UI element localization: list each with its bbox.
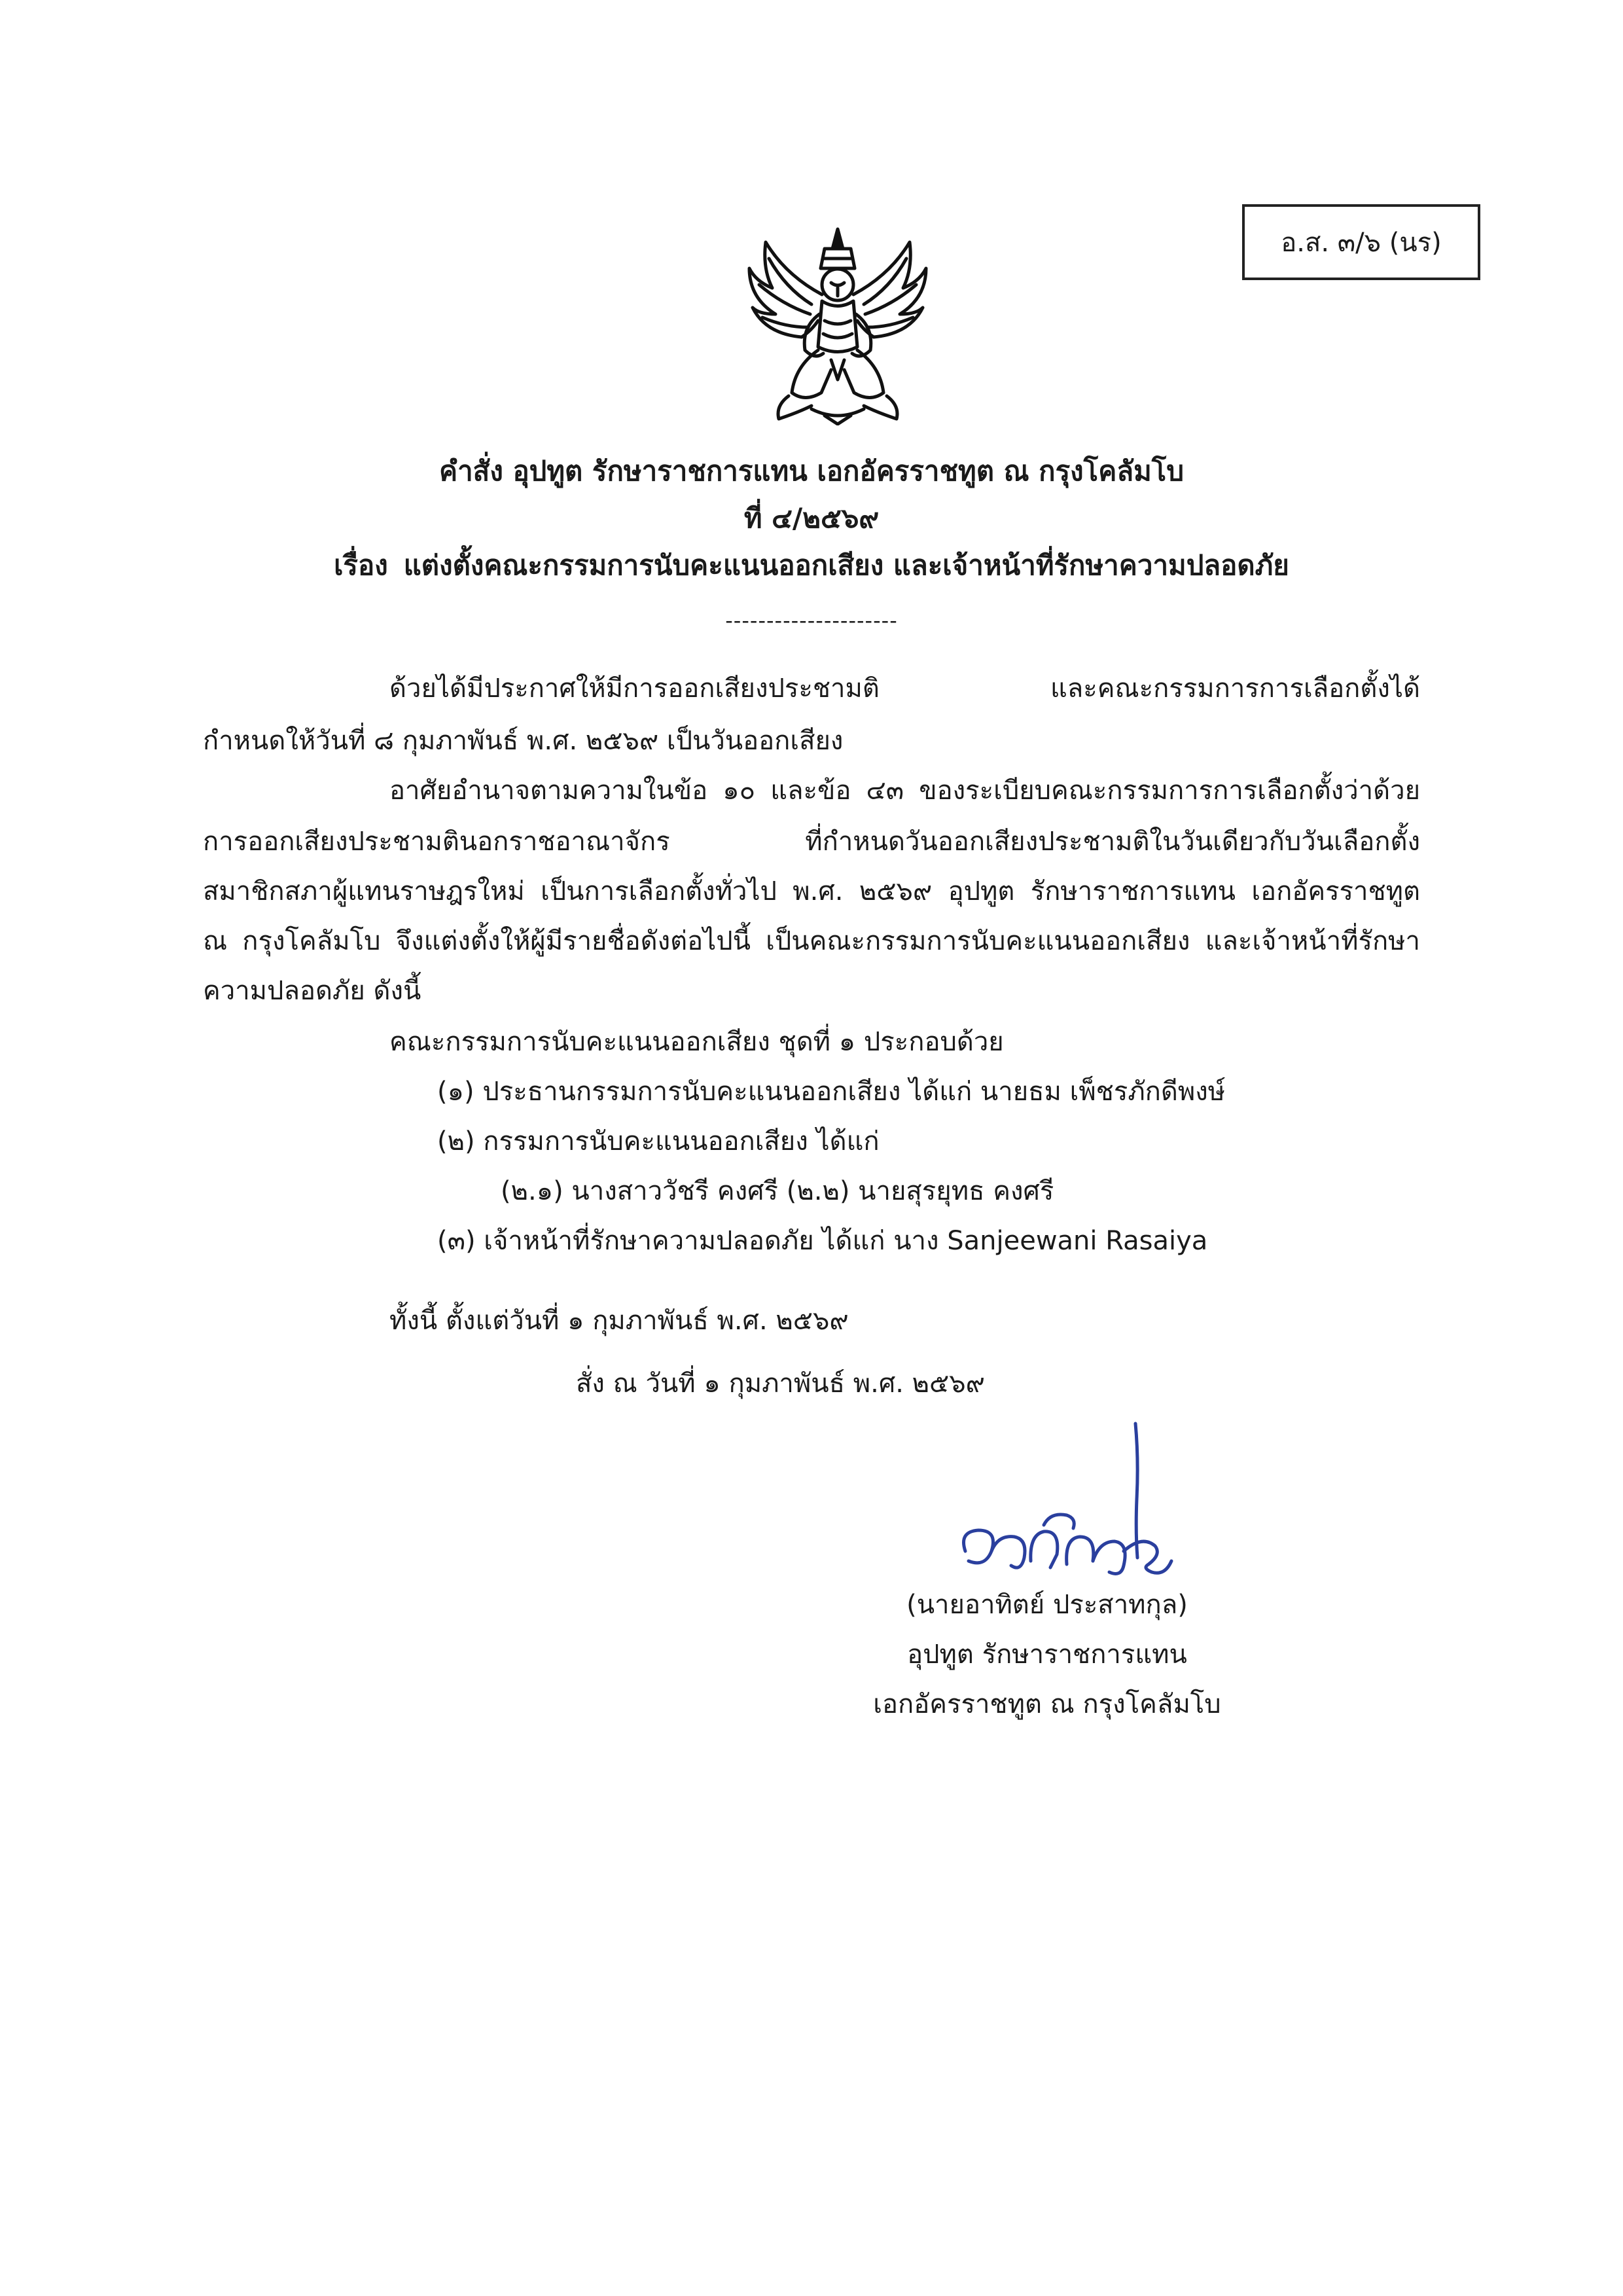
- paragraph2-line5: ความปลอดภัย ดังนี้: [203, 976, 421, 1006]
- signatory-position-2: เอกอัครราชทูต ณ กรุงโคลัมโบ: [873, 1689, 1221, 1719]
- ordered-on-date: สั่ง ณ วันที่ ๑ กุมภาพันธ์ พ.ศ. ๒๕๖๙: [576, 1369, 985, 1399]
- signatory-name: (นายอาทิตย์ ประสาทกุล): [906, 1590, 1188, 1620]
- order-subject: แต่งตั้งคณะกรรมการนับคะแนนออกเสียง และเจ้าหน้าที่รักษาความปลอดภัย: [403, 549, 1289, 581]
- paragraph2-line4: ณ กรุงโคลัมโบ จึงแต่งตั้งให้ผู้มีรายชื่อดังต่อไปนี้ เป็นคณะกรรมการนับคะแนนออกเสียง และเจ้าหน้าที่รักษา: [203, 926, 1420, 956]
- paragraph2-line3: สมาชิกสภาผู้แทนราษฎรใหม่ เป็นการเลือกตั้งทั่วไป พ.ศ. ๒๕๖๙ อุปทูต รักษาราชการแทน เอกอัครราชทูต: [203, 876, 1420, 906]
- paragraph2-line2: การออกเสียงประชามตินอกราชอาณาจักร ที่กำหนดวันออกเสียงประชามติในวันเดียวกับวันเลือกตั้ง: [203, 827, 1420, 857]
- effective-date: ทั้งนี้ ตั้งแต่วันที่ ๑ กุมภาพันธ์ พ.ศ. ๒๕๖๙: [389, 1306, 849, 1336]
- separator-line: ---------------------: [725, 608, 898, 633]
- paragraph2-line1: อาศัยอำนาจตามความในข้อ ๑๐ และข้อ ๔๓ ของระเบียบคณะกรรมการการเลือกตั้งว่าด้วย: [389, 776, 1420, 806]
- committee-item-3: (๓) เจ้าหน้าที่รักษาความปลอดภัย ได้แก่ นาง Sanjeewani Rasaiya: [437, 1226, 1208, 1256]
- committee-item-1: (๑) ประธานกรรมการนับคะแนนออกเสียง ได้แก่ นายธม เพ็ชรภักดีพงษ์: [437, 1077, 1226, 1107]
- signatory-position-1: อุปทูต รักษาราชการแทน: [907, 1640, 1187, 1670]
- paragraph1-line2: กำหนดให้วันที่ ๘ กุมภาพันธ์ พ.ศ. ๒๕๖๙ เป็นวันออกเสียง: [203, 726, 844, 756]
- committee-heading: คณะกรรมการนับคะแนนออกเสียง ชุดที่ ๑ ประกอบด้วย: [389, 1027, 1004, 1057]
- order-title: คำสั่ง อุปทูต รักษาราชการแทน เอกอัครราชทูต ณ กรุงโคลัมโบ: [439, 455, 1184, 487]
- committee-item-2-members: (๒.๑) นางสาววัชรี คงศรี (๒.๒) นายสุรยุทธ คงศรี: [501, 1176, 1054, 1206]
- garuda-emblem-icon: [740, 223, 936, 425]
- form-code-box: [1242, 204, 1480, 280]
- paragraph1-line1: ด้วยได้มีประกาศให้มีการออกเสียงประชามติ และคณะกรรมการการเลือกตั้งได้: [389, 673, 1420, 704]
- committee-item-2: (๒) กรรมการนับคะแนนออกเสียง ได้แก่: [437, 1126, 880, 1157]
- order-subject-line: [0, 546, 1623, 585]
- order-number: ที่ ๔/๒๕๖๙: [743, 502, 880, 534]
- form-code: อ.ส. ๓/๖ (นร): [1281, 228, 1442, 258]
- handwritten-signature: [952, 1420, 1227, 1584]
- subject-label: เรื่อง: [334, 549, 388, 581]
